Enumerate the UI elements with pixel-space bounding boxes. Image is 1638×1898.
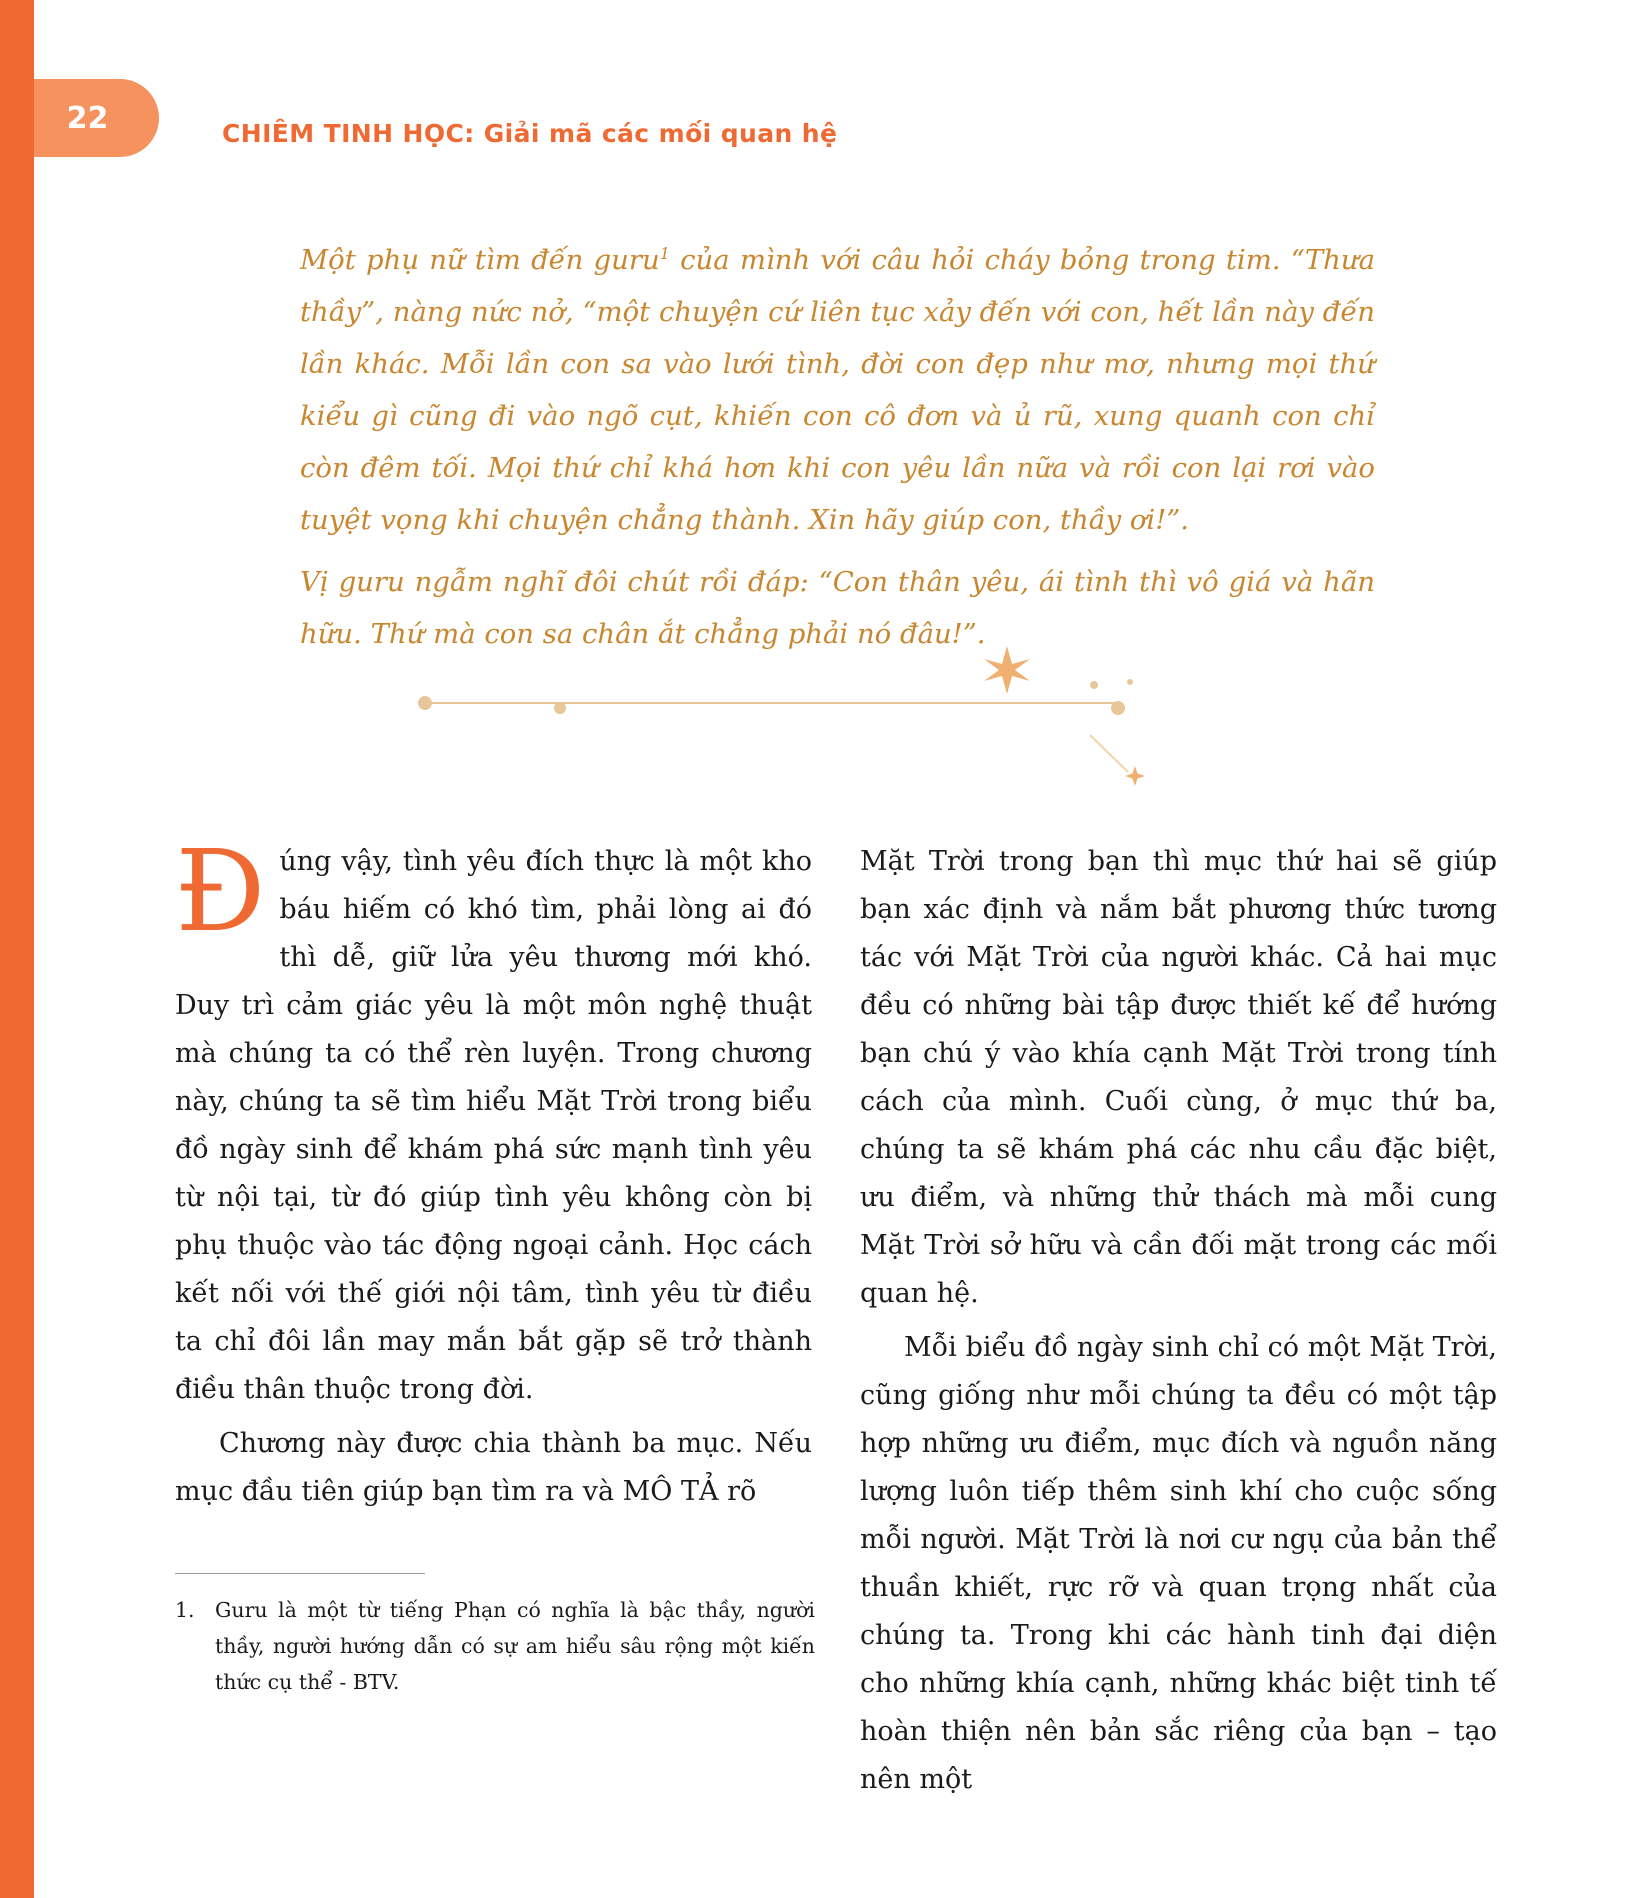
page-header-title: CHIÊM TINH HỌC: Giải mã các mối quan hệ [222,119,838,148]
body-left-paragraph-2: Chương này được chia thành ba mục. Nếu mục đầu tiên giúp bạn tìm ra và MÔ TẢ rõ [175,1428,812,1507]
body-right-paragraph-2: Mỗi biểu đồ ngày sinh chỉ có một Mặt Trời, cũng giống như mỗi chúng ta đều có một tập hợp những ưu điểm, mục đích và nguồn năng lượng luôn tiếp thêm sinh khí cho cuộc sống mỗi người. Mặt Trời là nơi cư ngụ của bản thể thuần khiết, rực rỡ và quan trọng nhất của chúng ta. Trong khi các hành tinh đại diện cho những khía cạnh, những khác biệt tinh tế hoàn thiện nên bản sắc riêng của bạn – tạo nên một [860,1332,1497,1795]
body-left-paragraph-1-text: úng vậy, tình yêu đích thực là một kho báu hiếm có khó tìm, phải lòng ai đó thì dễ, giữ lửa yêu thương mới khó. Duy trì cảm giác yêu là một môn nghệ thuật mà chúng ta có thể rèn luyện. Trong chương này, chúng ta sẽ tìm hiểu Mặt Trời trong biểu đồ ngày sinh để khám phá sức mạnh tình yêu từ nội tại, từ đó giúp tình yêu không còn bị phụ thuộc vào tác động ngoại cảnh. Học cách kết nối với thế giới nội tâm, tình yêu từ điều ta chỉ đôi lần may mắn bắt gặp sẽ trở thành điều thân thuộc trong đời. [175,846,812,1405]
divider-dot-mid-icon [554,702,566,714]
epigraph-paragraph-2: Vị guru ngẫm nghĩ đôi chút rồi đáp: “Con thân yêu, ái tình thì vô giá và hãn hữu. Thứ mà con sa chân ắt chẳng phải nó đâu!”. [300,566,1375,651]
small-sparkle-icon [1125,766,1145,786]
sparkle-star-icon [984,646,1030,694]
footnote-text: Guru là một từ tiếng Phạn có nghĩa là bậc thầy, người thầy, người hướng dẫn có sự am hiểu sâu rộng một kiến thức cụ thể - BTV. [215,1598,815,1694]
divider-dot-left-icon [418,696,432,710]
epigraph-paragraph-1 [300,228,1375,546]
footnote [175,1592,815,1700]
left-edge-bar [0,0,34,1898]
footnote-number: 1. [175,1598,195,1622]
comet-tail-icon [1090,735,1128,772]
epigraph-block [300,228,1375,670]
epigraph-part-1: Một phụ nữ tìm đến guru [300,244,660,277]
divider-dot-small-icon [1090,681,1098,689]
epigraph-part-2: của mình với câu hỏi cháy bỏng trong tim. “Thưa thầy”, nàng nức nở, “một chuyện cứ liên tục xảy đến với con, hết lần này đến lần khác. Mỗi lần con sa vào lưới tình, đời con đẹp như mơ, nhưng mọi thứ kiểu gì cũng đi vào ngõ cụt, khiến con cô đơn và ủ rũ, xung quanh con chỉ còn đêm tối. Mọi thứ chỉ khá hơn khi con yêu lần nữa và rồi con lại rơi vào tuyệt vọng khi chuyện chẳng thành. Xin hãy giúp con, thầy ơi!”. [300,244,1375,537]
body-column-left [175,827,812,1516]
page-number-badge: 22 [34,79,159,157]
decorative-divider [400,640,1200,790]
footnote-separator [175,1573,425,1574]
footnote-reference-marker: 1 [659,244,670,263]
body-left-paragraph-1 [175,827,812,1414]
body-right-paragraph-1: Mặt Trời trong bạn thì mục thứ hai sẽ giúp bạn xác định và nắm bắt phương thức tương tác với Mặt Trời của người khác. Cả hai mục đều có những bài tập được thiết kế để hướng bạn chú ý vào khía cạnh Mặt Trời trong tính cách của mình. Cuối cùng, ở mục thứ ba, chúng ta sẽ khám phá các nhu cầu đặc biệt, ưu điểm, và những thử thách mà mỗi cung Mặt Trời sở hữu và cần đối mặt trong các mối quan hệ. [860,846,1497,1309]
divider-dot-tiny-icon [1127,679,1133,685]
body-column-right [860,838,1497,1804]
drop-cap: Đ [175,827,266,957]
divider-dot-right-icon [1111,701,1125,715]
